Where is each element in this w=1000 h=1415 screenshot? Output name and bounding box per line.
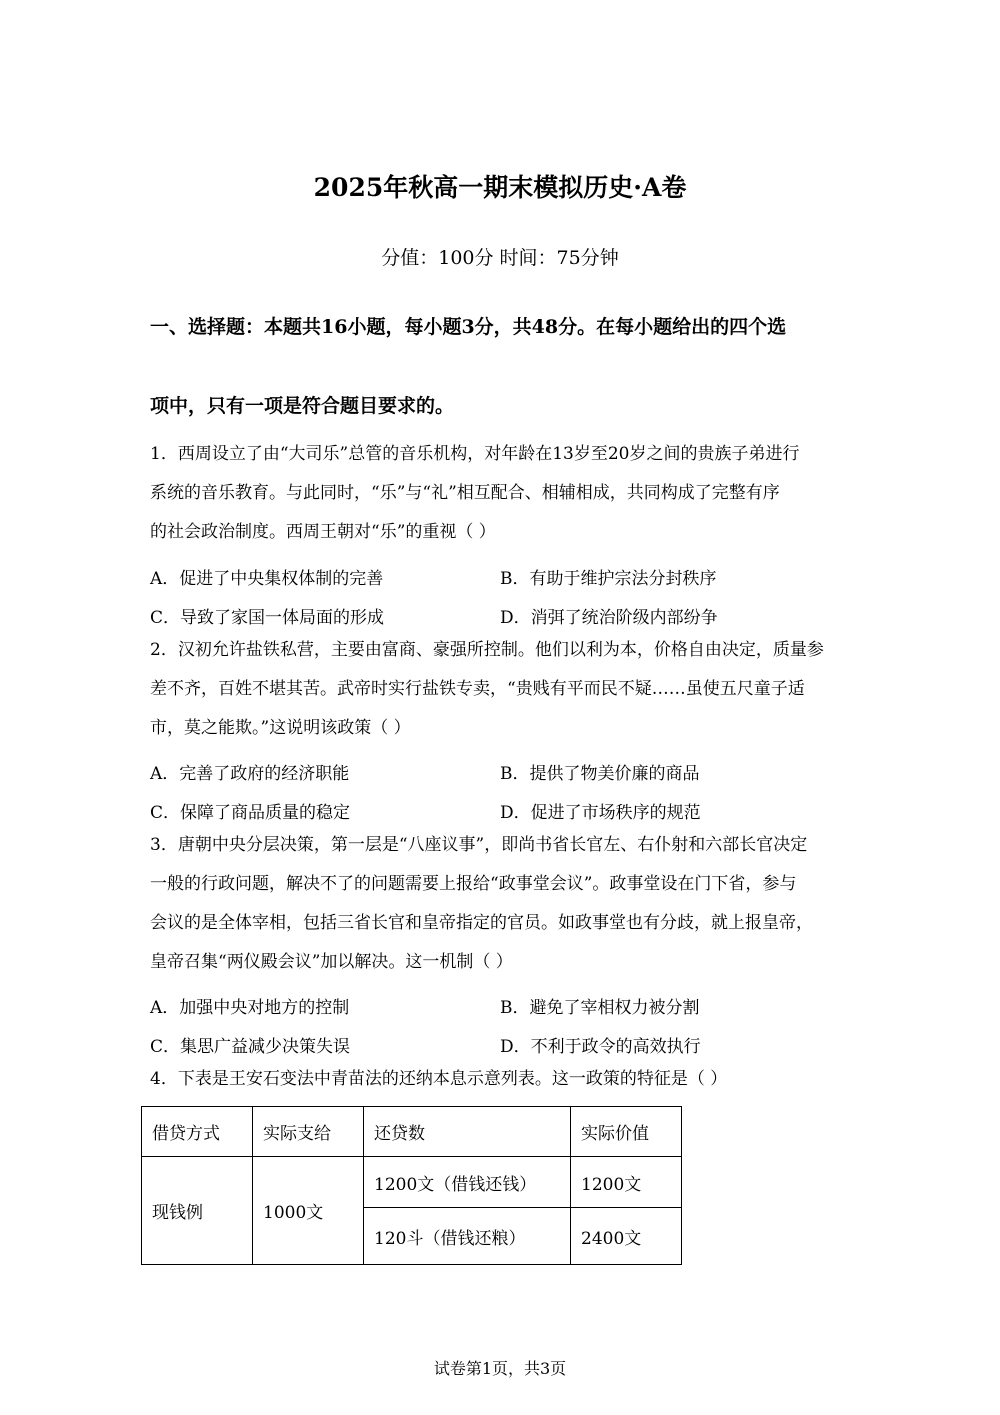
page-title: 2025年秋高一期末模拟历史·A卷 bbox=[313, 173, 687, 202]
question-3-stem bbox=[150, 826, 855, 982]
table-cell-given: 1000文 bbox=[253, 1157, 364, 1265]
qingmiao-repayment-table bbox=[141, 1106, 682, 1265]
question-text-line: 3．唐朝中央分层决策，第一层是“八座议事”，即尚书省长官左、右仆射和六部长官决定 bbox=[150, 835, 808, 855]
question-text-line: 4．下表是王安石变法中青苗法的还纳本息示意列表。这一政策的特征是（ ） bbox=[150, 1069, 728, 1089]
table-cell-method: 现钱例 bbox=[142, 1157, 253, 1265]
table-row bbox=[142, 1157, 682, 1208]
table-cell-value: 1200文 bbox=[571, 1157, 682, 1208]
question-1-option-b: B．有助于维护宗法分封秩序 bbox=[500, 569, 717, 589]
question-4-stem bbox=[150, 1060, 855, 1099]
question-2-option-d: D．促进了市场秩序的规范 bbox=[500, 803, 701, 823]
question-text-line: 差不齐，百姓不堪其苦。武帝时实行盐铁专卖，“贵贱有平而民不疑……虽使五尺童子适 bbox=[150, 679, 805, 699]
question-3-option-b: B．避免了宰相权力被分割 bbox=[500, 998, 700, 1018]
question-2-option-a: A．完善了政府的经济职能 bbox=[150, 764, 350, 784]
question-1-stem bbox=[150, 435, 855, 552]
question-3-option-d: D．不利于政令的高效执行 bbox=[500, 1037, 701, 1057]
table-header-cell: 还贷数 bbox=[364, 1107, 571, 1157]
page-footer: 试卷第1页，共3页 bbox=[433, 1359, 567, 1378]
table-header-cell: 实际价值 bbox=[571, 1107, 682, 1157]
table-cell-repay: 1200文（借钱还钱） bbox=[364, 1157, 571, 1208]
question-1-option-a: A．促进了中央集权体制的完善 bbox=[150, 569, 384, 589]
question-1-option-c: C．导致了家国一体局面的形成 bbox=[150, 608, 385, 628]
table-header-cell: 实际支给 bbox=[253, 1107, 364, 1157]
question-text-line: 会议的是全体宰相，包括三省长官和皇帝指定的官员。如政事堂也有分歧，就上报皇帝， bbox=[150, 913, 813, 933]
table-cell-value: 2400文 bbox=[571, 1208, 682, 1265]
question-text-line: 市，莫之能欺。”这说明该政策（ ） bbox=[150, 718, 411, 738]
question-2-stem bbox=[150, 631, 855, 748]
question-text-line: 1．西周设立了由“大司乐”总管的音乐机构，对年龄在13岁至20岁之间的贵族子弟进行 bbox=[150, 444, 800, 464]
question-text-line: 一般的行政问题，解决不了的问题需要上报给“政事堂会议”。政事堂设在门下省，参与 bbox=[150, 874, 797, 894]
question-text-line: 系统的音乐教育。与此同时，“乐”与“礼”相互配合、相辅相成，共同构成了完整有序 bbox=[150, 483, 780, 503]
question-2-option-b: B．提供了物美价廉的商品 bbox=[500, 764, 700, 784]
section-heading-line-2: 项中，只有一项是符合题目要求的。 bbox=[150, 395, 455, 417]
table-header-row bbox=[142, 1107, 682, 1157]
question-1-option-d: D．消弭了统治阶级内部纷争 bbox=[500, 608, 718, 628]
question-text-line: 2．汉初允许盐铁私营，主要由富商、豪强所控制。他们以利为本，价格自由决定，质量参 bbox=[150, 640, 824, 660]
question-3-option-a: A．加强中央对地方的控制 bbox=[150, 998, 350, 1018]
question-text-line: 皇帝召集“两仪殿会议”加以解决。这一机制（ ） bbox=[150, 952, 513, 972]
section-heading-line-1: 一、选择题：本题共16小题，每小题3分，共48分。在每小题给出的四个选 bbox=[150, 316, 787, 338]
table-header-cell: 借贷方式 bbox=[142, 1107, 253, 1157]
table-cell-repay: 120斗（借钱还粮） bbox=[364, 1208, 571, 1265]
score-time-info: 分值：100分 时间：75分钟 bbox=[381, 247, 619, 269]
question-3-option-c: C．集思广益减少决策失误 bbox=[150, 1037, 351, 1057]
question-2-option-c: C．保障了商品质量的稳定 bbox=[150, 803, 351, 823]
question-text-line: 的社会政治制度。西周王朝对“乐”的重视（ ） bbox=[150, 522, 496, 542]
